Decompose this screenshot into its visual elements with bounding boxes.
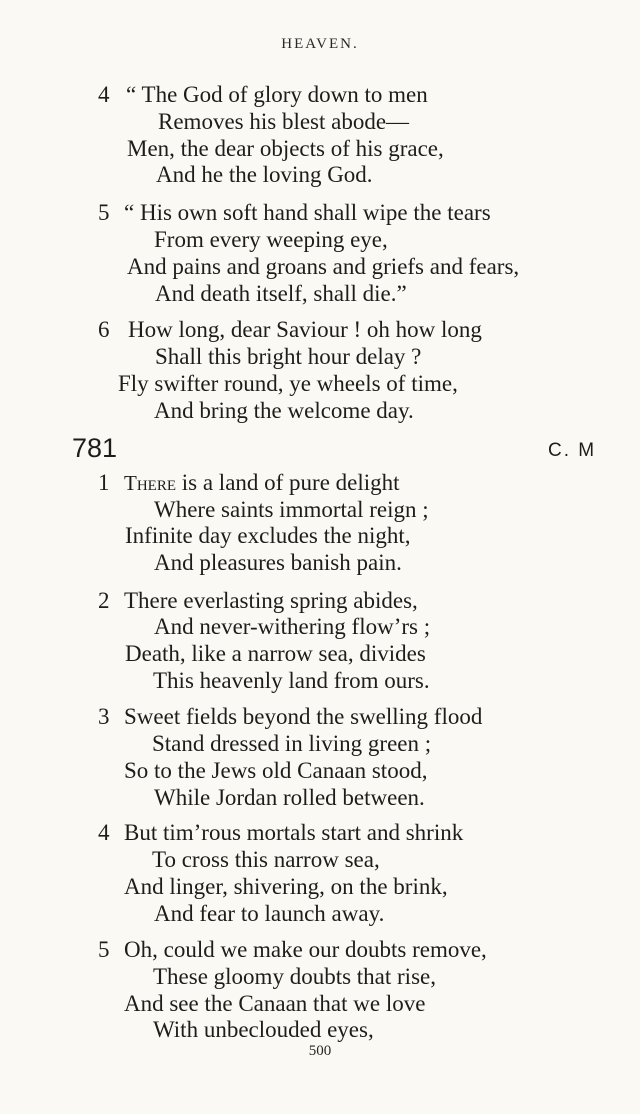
verse-line: With unbeclouded eyes, — [153, 1017, 374, 1042]
verse-line: There everlasting spring abides, — [124, 588, 418, 613]
page-number: 500 — [308, 1043, 332, 1059]
hymn-number: 781 — [72, 433, 118, 463]
verse-line: Men, the dear objects of his grace, — [127, 136, 444, 161]
verse-number: 5 — [98, 937, 110, 962]
verse-line: And see the Canaan that we love — [124, 991, 426, 1016]
running-head: HEAVEN. — [281, 36, 359, 52]
verse-line: Stand dressed in living green ; — [152, 731, 432, 756]
verse-line: And he the loving God. — [156, 162, 373, 187]
verse-line: How long, dear Saviour ! oh how long — [128, 317, 482, 342]
verse-line: And linger, shivering, on the brink, — [124, 874, 448, 899]
hymn-first-word: There — [124, 471, 176, 495]
hymn-meter: C. M — [548, 440, 597, 461]
verse-line: To cross this narrow sea, — [152, 847, 380, 872]
verse-line: Where saints immortal reign ; — [154, 497, 429, 522]
verse-line: Death, like a narrow sea, divides — [125, 641, 426, 666]
verse-line: And fear to launch away. — [154, 901, 385, 926]
verse-line — [124, 470, 400, 496]
verse-line: But tim’rous mortals start and shrink — [124, 820, 464, 845]
verse-line: And pains and groans and griefs and fears, — [127, 254, 520, 279]
verse-line: And never-withering flow’rs ; — [154, 614, 431, 639]
verse-number: 6 — [98, 317, 110, 342]
verse-line: These gloomy doubts that rise, — [153, 964, 436, 989]
verse-line: Fly swifter round, ye wheels of time, — [118, 371, 458, 396]
verse-line: “ His own soft hand shall wipe the tears — [124, 200, 491, 225]
verse-line: “ The God of glory down to men — [126, 82, 428, 107]
verse-number: 3 — [98, 704, 110, 729]
verse-line: And bring the welcome day. — [154, 398, 414, 423]
verse-number: 5 — [98, 200, 110, 225]
verse-number: 1 — [98, 470, 110, 495]
verse-line: Oh, could we make our doubts remove, — [124, 937, 487, 962]
verse-line: And pleasures banish pain. — [154, 550, 402, 575]
verse-line: While Jordan rolled between. — [154, 785, 425, 810]
verse-line: This heavenly land from ours. — [153, 668, 430, 693]
verse-number: 4 — [98, 820, 110, 845]
verse-number: 2 — [98, 588, 110, 613]
verse-line: And death itself, shall die.” — [155, 281, 407, 306]
verse-line: Shall this bright hour delay ? — [155, 344, 422, 369]
verse-line: Sweet fields beyond the swelling flood — [124, 704, 483, 729]
verse-line: Infinite day excludes the night, — [125, 523, 411, 548]
verse-line: Removes his blest abode— — [158, 109, 410, 134]
verse-line: From every weeping eye, — [154, 227, 388, 252]
verse-line: So to the Jews old Canaan stood, — [124, 758, 428, 783]
verse-line-rest: is a land of pure delight — [176, 470, 400, 495]
verse-number: 4 — [98, 82, 110, 107]
